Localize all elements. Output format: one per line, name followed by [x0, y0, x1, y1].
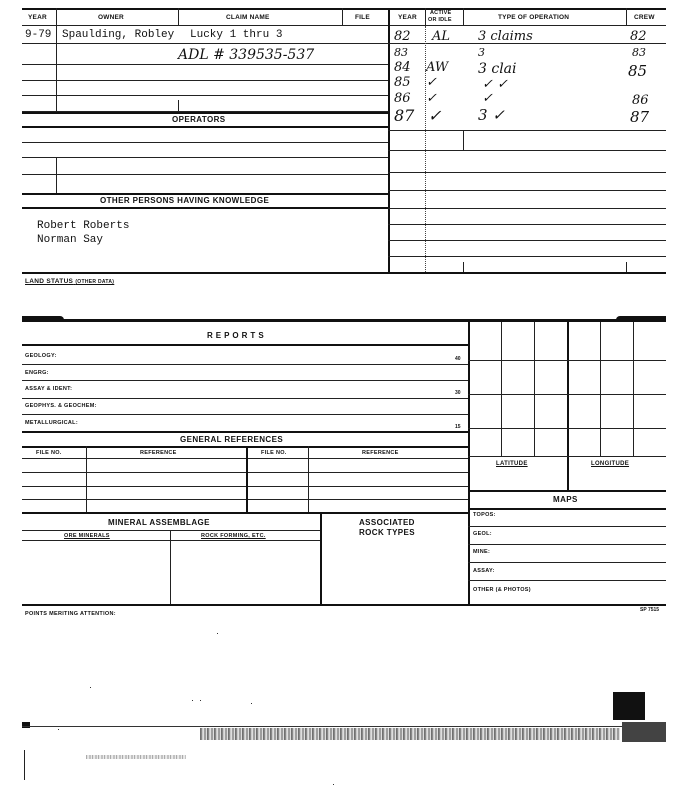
registration-mark — [613, 692, 645, 720]
reports-bottom-border — [22, 604, 666, 606]
general-references-title: GENERAL REFERENCES — [180, 435, 284, 444]
ops-year-3: 85 — [394, 75, 411, 90]
ops-year-4: 86 — [394, 91, 411, 106]
associated-rock-line1: ASSOCIATED — [359, 518, 415, 527]
ops-type-3: ✓ ✓ — [482, 77, 508, 92]
claim-adl-handwritten: ADL # 339535-537 — [178, 47, 315, 63]
header-file: FILE — [355, 14, 370, 21]
ops-crew-4: 87 — [630, 108, 650, 126]
ops-type-2: 3 clai — [478, 61, 517, 77]
maps-other: OTHER (& PHOTOS) — [473, 587, 531, 593]
ops-active-0: AL — [432, 29, 451, 44]
mineral-assemblage-title: MINERAL ASSEMBLAGE — [108, 518, 210, 527]
ops-crew-2: 85 — [628, 62, 648, 80]
ops-year-5: 87 — [394, 106, 415, 125]
ops-year-1: 83 — [394, 46, 408, 59]
claim-year: 9-79 — [25, 29, 52, 41]
claim-owner: Spaulding, Robley — [62, 29, 175, 41]
ops-type-4: ✓ — [482, 91, 493, 106]
header-year: YEAR — [28, 14, 47, 21]
header-year-ops: YEAR — [398, 14, 417, 21]
ops-type-5: 3 ✓ — [478, 106, 505, 124]
noise-band — [200, 728, 620, 740]
other-person-1: Norman Say — [37, 234, 104, 246]
gr-header-reference-1: REFERENCE — [140, 450, 177, 456]
ops-type-1: 3 — [478, 46, 485, 59]
ops-crew-1: 83 — [632, 46, 646, 59]
table-top-border — [22, 8, 666, 10]
reports-title: R E P O R T S — [207, 331, 265, 340]
gr-header-file-no-1: FILE NO. — [36, 450, 62, 456]
rock-forming-header: ROCK FORMING, ETC. — [201, 533, 266, 539]
reports-top-border — [22, 319, 666, 322]
header-type-of-operation: TYPE OF OPERATION — [498, 14, 570, 21]
report-geophys: GEOPHYS. & GEOCHEM: — [25, 403, 97, 409]
header-active: ACTIVE — [430, 10, 452, 16]
gr-header-reference-2: REFERENCE — [362, 450, 399, 456]
longitude-label: LONGITUDE — [591, 461, 630, 467]
associated-rock-line2: ROCK TYPES — [359, 528, 416, 537]
report-assay: ASSAY & IDENT: — [25, 386, 73, 392]
header-bottom-line — [22, 25, 666, 26]
ops-active-3: ✓ — [426, 75, 437, 90]
other-persons-title: OTHER PERSONS HAVING KNOWLEDGE — [100, 196, 270, 205]
ops-year-0: 82 — [394, 29, 411, 44]
report-metallurgical: METALLURGICAL: — [25, 420, 78, 426]
header-or-idle: OR IDLE — [428, 17, 452, 23]
center-divider — [388, 8, 390, 273]
maps-topos: TOPOS: — [473, 512, 496, 518]
maps-assay: ASSAY: — [473, 568, 495, 574]
maps-title: MAPS — [553, 495, 578, 504]
form-code: SP 7515 — [640, 607, 660, 613]
header-claim-name: CLAIM NAME — [226, 14, 270, 21]
header-owner: OWNER — [98, 14, 124, 21]
table-bottom-border — [22, 272, 666, 274]
ore-minerals-header: ORE MINERALS — [64, 533, 110, 539]
claim-name: Lucky 1 thru 3 — [190, 29, 283, 41]
ops-type-0: 3 claims — [478, 29, 533, 44]
other-person-0: Robert Roberts — [37, 220, 130, 232]
right-panel-divider — [468, 322, 470, 606]
header-crew: CREW — [634, 14, 655, 21]
maps-geol: GEOL: — [473, 531, 492, 537]
ops-active-4: ✓ — [426, 91, 437, 106]
ops-year-2: 84 — [394, 60, 411, 75]
operators-title: OPERATORS — [172, 115, 226, 124]
report-engrg: ENGRG: — [25, 370, 49, 376]
ops-crew-0: 82 — [630, 29, 647, 44]
maps-mine: MINE: — [473, 549, 491, 555]
gr-header-file-no-2: FILE NO. — [261, 450, 287, 456]
ops-crew-3: 86 — [632, 93, 649, 108]
points-meriting-attention-label: POINTS MERITING ATTENTION: — [25, 611, 116, 617]
land-status-label: LAND STATUS (OTHER DATA) — [25, 278, 115, 285]
ops-active-2: AW — [426, 60, 449, 75]
ops-active-5: ✓ — [428, 106, 442, 125]
report-geology: GEOLOGY: — [25, 353, 57, 359]
latitude-label: LATITUDE — [496, 461, 528, 467]
